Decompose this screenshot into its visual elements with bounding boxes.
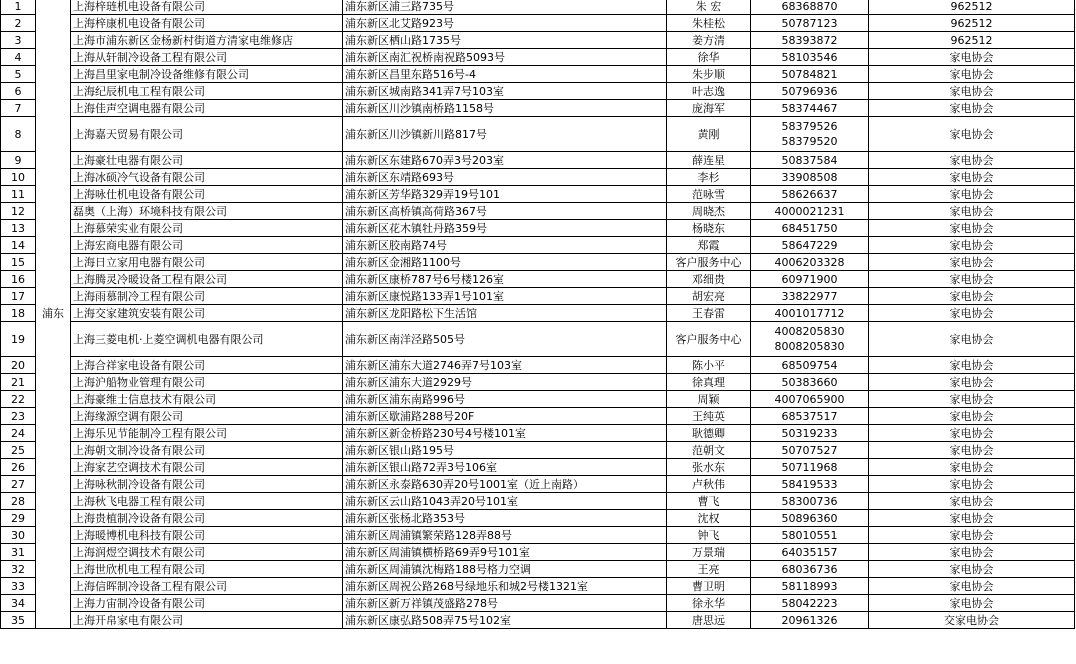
row-number-cell: 5 [1,66,36,83]
phone-number: 58042223 [781,596,838,610]
address-cell: 浦东新区周浦镇横桥路69弄9号101室 [343,544,667,561]
category-cell: 家电协会 [869,425,1075,442]
row-number-cell: 33 [1,578,36,595]
table-row [1,357,1075,374]
table-row [1,271,1075,288]
address-cell: 浦东新区新金桥路230号4号楼101室 [343,425,667,442]
table-row [1,322,1075,357]
row-number-cell: 21 [1,374,36,391]
row-number-cell: 14 [1,237,36,254]
contact-person-cell: 杨晓东 [667,220,751,237]
phone-cell [751,203,869,220]
address-cell: 浦东新区康悦路133弄1号101室 [343,288,667,305]
category-cell: 家电协会 [869,322,1075,357]
contact-person-cell: 黄刚 [667,117,751,152]
contact-person-cell: 客户服务中心 [667,322,751,357]
company-name-cell: 上海市浦东新区金杨新村街道方清家电维修店 [71,32,343,49]
phone-number: 4001017712 [774,306,845,320]
phone-cell [751,186,869,203]
company-name-cell: 上海秋飞电器工程有限公司 [71,493,343,510]
company-name-cell: 上海乐见节能制冷工程有限公司 [71,425,343,442]
contact-person-cell: 朱 宏 [667,0,751,15]
category-cell: 家电协会 [869,169,1075,186]
category-cell: 家电协会 [869,305,1075,322]
phone-cell [751,561,869,578]
phone-number: 58300736 [781,494,838,508]
address-cell: 浦东新区银山路195号 [343,442,667,459]
phone-number: 50784821 [781,67,838,81]
category-cell: 962512 [869,15,1075,32]
contact-person-cell: 庞海军 [667,100,751,117]
category-cell: 家电协会 [869,203,1075,220]
category-cell: 家电协会 [869,595,1075,612]
address-cell: 浦东新区川沙镇南桥路1158号 [343,100,667,117]
table-row [1,83,1075,100]
table-row [1,595,1075,612]
row-number-cell: 26 [1,459,36,476]
address-cell: 浦东新区周浦镇沈梅路188号格力空调 [343,561,667,578]
category-cell: 家电协会 [869,561,1075,578]
table-row [1,169,1075,186]
phone-cell [751,117,869,152]
phone-number: 4008205830 [774,325,845,338]
table-row [1,66,1075,83]
phone-cell [751,493,869,510]
category-cell: 家电协会 [869,476,1075,493]
contact-person-cell: 范咏雪 [667,186,751,203]
company-name-cell: 上海合祥家电设备有限公司 [71,357,343,374]
table-row [1,203,1075,220]
phone-number: 50711968 [781,460,838,474]
company-name-cell: 上海家艺空调技术有限公司 [71,459,343,476]
row-number-cell: 11 [1,186,36,203]
phone-number: 50787123 [781,16,838,30]
phone-cell [751,0,869,15]
row-number-cell: 19 [1,322,36,357]
address-cell: 浦东新区川沙镇新川路817号 [343,117,667,152]
company-name-cell: 上海冰硕冷气设备有限公司 [71,169,343,186]
company-name-cell: 上海昌里家电制冷设备维修有限公司 [71,66,343,83]
company-name-cell: 上海梓康机电设备有限公司 [71,15,343,32]
address-cell: 浦东新区金湘路1100号 [343,254,667,271]
table-row [1,493,1075,510]
address-cell: 浦东新区北艾路923号 [343,15,667,32]
contact-person-cell: 沈权 [667,510,751,527]
address-cell: 浦东新区永泰路630弄20号1001室（近上南路） [343,476,667,493]
phone-cell [751,305,869,322]
phone-number: 4006203328 [774,255,845,269]
table-row [1,254,1075,271]
phone-cell [751,32,869,49]
category-cell: 家电协会 [869,49,1075,66]
row-number-cell: 10 [1,169,36,186]
phone-cell [751,612,869,629]
phone-number: 50383660 [781,375,838,389]
phone-cell [751,237,869,254]
address-cell: 浦东新区周浦镇繁荣路128弄88号 [343,527,667,544]
row-number-cell: 4 [1,49,36,66]
table-row [1,117,1075,152]
address-cell: 浦东新区东靖路693号 [343,169,667,186]
contact-person-cell: 朱步顺 [667,66,751,83]
phone-cell [751,271,869,288]
row-number-cell: 17 [1,288,36,305]
table-row [1,374,1075,391]
address-cell: 浦东新区栖山路1735号 [343,32,667,49]
row-number-cell: 13 [1,220,36,237]
company-name-cell: 磊奥（上海）环境科技有限公司 [71,203,343,220]
category-cell: 家电协会 [869,254,1075,271]
address-cell: 浦东新区云山路1043弄20号101室 [343,493,667,510]
address-cell: 浦东新区浦东南路996号 [343,391,667,408]
row-number-cell: 25 [1,442,36,459]
table-row [1,32,1075,49]
table-row [1,578,1075,595]
table-row [1,408,1075,425]
address-cell: 浦东新区城南路341弄7号103室 [343,83,667,100]
contact-person-cell: 李杉 [667,169,751,186]
phone-cell [751,152,869,169]
category-cell: 家电协会 [869,391,1075,408]
phone-cell [751,100,869,117]
table-row [1,527,1075,544]
contact-person-cell: 王亮 [667,561,751,578]
table-row [1,15,1075,32]
contact-person-cell: 徐华 [667,49,751,66]
category-cell: 家电协会 [869,408,1075,425]
address-cell: 浦东新区浦东大道2929号 [343,374,667,391]
table-row [1,0,1075,15]
company-name-cell: 上海咏秋制冷设备有限公司 [71,476,343,493]
company-name-cell: 上海咏仕机电设备有限公司 [71,186,343,203]
category-cell: 家电协会 [869,527,1075,544]
table-row [1,305,1075,322]
row-number-cell: 30 [1,527,36,544]
contact-person-cell: 周颖 [667,391,751,408]
company-name-cell: 上海宏商电器有限公司 [71,237,343,254]
company-name-cell: 上海纪辰机电工程有限公司 [71,83,343,100]
category-cell: 家电协会 [869,459,1075,476]
contact-person-cell: 唐思远 [667,612,751,629]
table-row [1,459,1075,476]
category-cell: 家电协会 [869,544,1075,561]
contact-person-cell: 王春雷 [667,305,751,322]
table-row [1,476,1075,493]
contact-person-cell: 薛连星 [667,152,751,169]
row-number-cell: 12 [1,203,36,220]
phone-number: 60971900 [781,272,838,286]
contact-person-cell: 周晓杰 [667,203,751,220]
row-number-cell: 6 [1,83,36,100]
company-name-cell: 上海世欣机电工程有限公司 [71,561,343,578]
company-name-cell: 上海朝文制冷设备有限公司 [71,442,343,459]
phone-number: 50796936 [781,84,838,98]
row-number-cell: 1 [1,0,36,15]
phone-cell [751,510,869,527]
company-name-cell: 上海贵植制冷设备有限公司 [71,510,343,527]
address-cell: 浦东新区康弘路508弄75号102室 [343,612,667,629]
contact-person-cell: 胡宏亮 [667,288,751,305]
phone-number: 58419533 [781,477,838,491]
phone-cell [751,459,869,476]
table-row [1,100,1075,117]
table-row [1,425,1075,442]
contact-person-cell: 叶志逸 [667,83,751,100]
category-cell: 962512 [869,0,1075,15]
phone-number: 50707527 [781,443,838,457]
table-row [1,561,1075,578]
table-row [1,237,1075,254]
phone-number: 68451750 [781,221,838,235]
phone-cell [751,544,869,561]
address-cell: 浦东新区银山路72弄3号106室 [343,459,667,476]
category-cell: 家电协会 [869,237,1075,254]
contact-person-cell: 徐真理 [667,374,751,391]
phone-cell [751,254,869,271]
contact-person-cell: 曹飞 [667,493,751,510]
phone-number: 58379526 [781,120,838,133]
category-cell: 家电协会 [869,510,1075,527]
category-cell: 家电协会 [869,186,1075,203]
row-number-cell: 29 [1,510,36,527]
company-name-cell: 上海润煜空调技术有限公司 [71,544,343,561]
contact-person-cell: 客户服务中心 [667,254,751,271]
category-cell: 家电协会 [869,271,1075,288]
phone-number: 8008205830 [774,340,845,353]
phone-number: 58010551 [781,528,838,542]
company-name-cell: 上海暖博机电科技有限公司 [71,527,343,544]
contact-person-cell: 徐永华 [667,595,751,612]
company-name-cell: 上海豪壮电器有限公司 [71,152,343,169]
address-cell: 浦东新区芳华路329弄19号101 [343,186,667,203]
company-name-cell: 上海开帛家电有限公司 [71,612,343,629]
table-row [1,49,1075,66]
phone-cell [751,66,869,83]
company-name-cell: 上海信晖制冷设备工程有限公司 [71,578,343,595]
address-cell: 浦东新区浦东大道2746弄7号103室 [343,357,667,374]
category-cell: 962512 [869,32,1075,49]
row-number-cell: 24 [1,425,36,442]
phone-number: 58103546 [781,50,838,64]
row-number-cell: 3 [1,32,36,49]
phone-cell [751,49,869,66]
address-cell: 浦东新区南汇祝桥南祝路5093号 [343,49,667,66]
contact-person-cell: 陈小平 [667,357,751,374]
category-cell: 家电协会 [869,117,1075,152]
table-row [1,510,1075,527]
contact-person-cell: 曹卫明 [667,578,751,595]
company-name-cell: 上海慕荣实业有限公司 [71,220,343,237]
phone-cell [751,408,869,425]
address-cell: 浦东新区高桥镇高荷路367号 [343,203,667,220]
table-row [1,186,1075,203]
phone-number: 50896360 [781,511,838,525]
phone-number: 58374467 [781,101,838,115]
category-cell: 家电协会 [869,357,1075,374]
row-number-cell: 15 [1,254,36,271]
phone-cell [751,476,869,493]
table-row [1,442,1075,459]
address-cell: 浦东新区龙阳路松下生活馆 [343,305,667,322]
row-number-cell: 27 [1,476,36,493]
phone-number: 4000021231 [774,204,845,218]
category-cell: 家电协会 [869,493,1075,510]
phone-number: 58379520 [781,135,838,148]
address-cell: 浦东新区浦三路735号 [343,0,667,15]
company-name-cell: 上海三菱电机·上菱空调机电器有限公司 [71,322,343,357]
category-cell: 家电协会 [869,578,1075,595]
contact-person-cell: 钟飞 [667,527,751,544]
contact-person-cell: 朱桂松 [667,15,751,32]
company-name-cell: 上海沪船物业管理有限公司 [71,374,343,391]
table-row [1,152,1075,169]
company-name-cell: 上海缘源空调有限公司 [71,408,343,425]
category-cell: 家电协会 [869,100,1075,117]
phone-cell [751,220,869,237]
phone-number: 68036736 [781,562,838,576]
district-cell: 浦东 [36,0,71,629]
table-body [1,0,1075,629]
category-cell: 交家电协会 [869,612,1075,629]
row-number-cell: 16 [1,271,36,288]
category-cell: 家电协会 [869,152,1075,169]
address-cell: 浦东新区花木镇牡丹路359号 [343,220,667,237]
phone-number: 68537517 [781,409,838,423]
phone-number: 33908508 [781,170,838,184]
contact-person-cell: 郑霞 [667,237,751,254]
phone-cell [751,425,869,442]
phone-number: 64035157 [781,545,838,559]
contact-person-cell: 卢秋伟 [667,476,751,493]
phone-cell [751,595,869,612]
category-cell: 家电协会 [869,83,1075,100]
contact-person-cell: 张水东 [667,459,751,476]
address-cell: 浦东新区张杨北路353号 [343,510,667,527]
address-cell: 浦东新区胶南路74号 [343,237,667,254]
phone-cell [751,527,869,544]
company-name-cell: 上海嘉天贸易有限公司 [71,117,343,152]
company-name-cell: 上海豪维士信息技术有限公司 [71,391,343,408]
contact-person-cell: 邓细贵 [667,271,751,288]
table-row [1,288,1075,305]
category-cell: 家电协会 [869,220,1075,237]
contact-person-cell: 王纯英 [667,408,751,425]
table-row [1,391,1075,408]
company-name-cell: 上海雨慕制冷工程有限公司 [71,288,343,305]
contact-person-cell: 姜方清 [667,32,751,49]
category-cell: 家电协会 [869,374,1075,391]
row-number-cell: 22 [1,391,36,408]
company-name-cell: 上海交家建筑安装有限公司 [71,305,343,322]
contact-person-cell: 范朝文 [667,442,751,459]
phone-number: 20961326 [781,613,838,627]
company-name-cell: 上海力宙制冷设备有限公司 [71,595,343,612]
contact-person-cell: 耿德卿 [667,425,751,442]
category-cell: 家电协会 [869,288,1075,305]
row-number-cell: 20 [1,357,36,374]
phone-number: 50837584 [781,153,838,167]
row-number-cell: 34 [1,595,36,612]
address-cell: 浦东新区南洋泾路505号 [343,322,667,357]
row-number-cell: 8 [1,117,36,152]
row-number-cell: 2 [1,15,36,32]
row-number-cell: 18 [1,305,36,322]
phone-cell [751,374,869,391]
row-number-cell: 7 [1,100,36,117]
address-cell: 浦东新区歇浦路288号20F [343,408,667,425]
phone-number: 68368870 [781,0,838,13]
company-name-cell: 上海日立家用电器有限公司 [71,254,343,271]
address-cell: 浦东新区昌里东路516号-4 [343,66,667,83]
contact-person-cell: 万景瑞 [667,544,751,561]
row-number-cell: 35 [1,612,36,629]
phone-number: 68509754 [781,358,838,372]
row-number-cell: 32 [1,561,36,578]
phone-number: 58626637 [781,187,838,201]
row-number-cell: 9 [1,152,36,169]
phone-cell [751,442,869,459]
company-name-cell: 上海从轩制冷设备工程有限公司 [71,49,343,66]
table-row [1,544,1075,561]
phone-number: 50319233 [781,426,838,440]
phone-cell [751,288,869,305]
phone-cell [751,578,869,595]
phone-number: 58393872 [781,33,838,47]
row-number-cell: 31 [1,544,36,561]
phone-number: 58118993 [781,579,838,593]
phone-cell [751,83,869,100]
phone-cell [751,322,869,357]
row-number-cell: 23 [1,408,36,425]
phone-cell [751,357,869,374]
table-row [1,220,1075,237]
company-name-cell: 上海佳声空调电器有限公司 [71,100,343,117]
category-cell: 家电协会 [869,66,1075,83]
address-cell: 浦东新区新万祥镇茂盛路278号 [343,595,667,612]
address-cell: 浦东新区东建路670弄3号203室 [343,152,667,169]
phone-cell [751,391,869,408]
company-name-cell: 上海梓琏机电设备有限公司 [71,0,343,15]
company-name-cell: 上海腾灵冷暖设备工程有限公司 [71,271,343,288]
row-number-cell: 28 [1,493,36,510]
phone-cell [751,15,869,32]
phone-number: 58647229 [781,238,838,252]
phone-number: 33822977 [781,289,838,303]
phone-cell [751,169,869,186]
category-cell: 家电协会 [869,442,1075,459]
address-cell: 浦东新区周祝公路268号绿地乐和城2号楼1321室 [343,578,667,595]
table-row [1,612,1075,629]
address-cell: 浦东新区康桥787号6号楼126室 [343,271,667,288]
phone-number: 4007065900 [774,392,845,406]
